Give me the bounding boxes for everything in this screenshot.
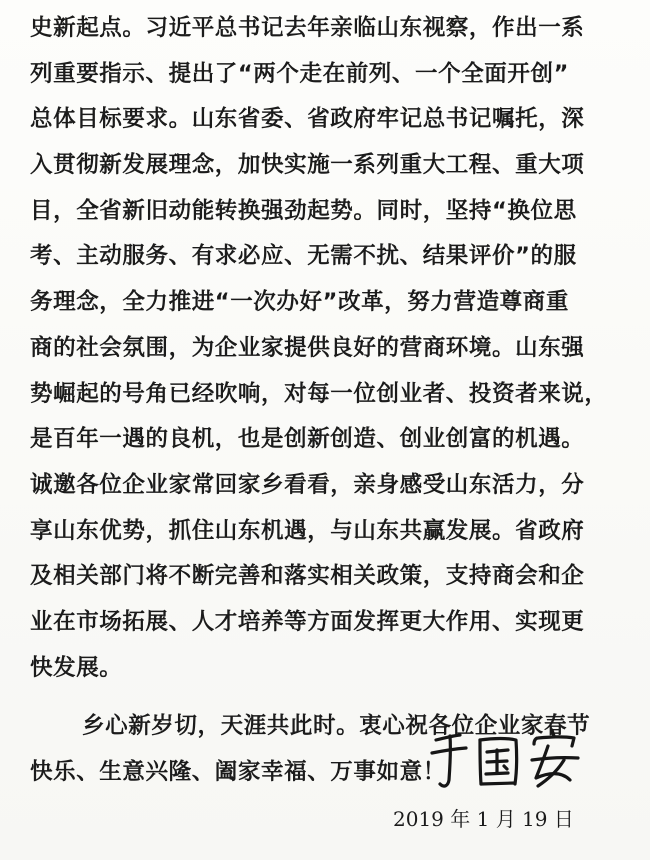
- text-line: 业在市场拓展、人才培养等方面发挥更大作用、实现更: [30, 608, 585, 635]
- text-line: 诚邀各位企业家常回家乡看看，亲身感受山东活力，分: [30, 471, 585, 498]
- text-line: 是百年一遇的良机，也是创新创造、创业创富的机遇。: [30, 426, 585, 453]
- text-line: 快乐、生意兴隆、阖家幸福、万事如意！: [30, 759, 446, 785]
- text-line: 列重要指示、提出了“两个走在前列、一个全面开创”: [30, 60, 569, 87]
- paragraph-1: [30, 6, 630, 691]
- letter-body: [30, 6, 630, 796]
- text-line: 乡心新岁切，天涯共此时。衷心祝各位企业家春节: [82, 713, 591, 740]
- text-line: 入贯彻新发展理念，加快实施一系列重大工程、重大项: [30, 152, 585, 179]
- text-line: 目，全省新旧动能转换强劲起势。同时，坚持“换位思: [30, 197, 577, 224]
- text-line: 商的社会氛围，为企业家提供良好的营商环境。山东强: [30, 334, 585, 361]
- handwritten-signature: [420, 720, 590, 800]
- letter-date: 2019 年 1 月 19 日: [393, 807, 574, 831]
- text-line: 考、主动服务、有求必应、无需不扰、结果评价”的服: [30, 243, 577, 270]
- text-line: 及相关部门将不断完善和落实相关政策，支持商会和企: [30, 563, 585, 590]
- text-line: 势崛起的号角已经吹响，对每一位创业者、投资者来说，: [30, 380, 608, 407]
- text-line: 享山东优势，抓住山东机遇，与山东共赢发展。省政府: [30, 517, 585, 544]
- text-line: 总体目标要求。山东省委、省政府牢记总书记嘱托，深: [30, 106, 585, 133]
- text-line: 务理念，全力推进“一次办好”改革，努力营造尊商重: [30, 289, 569, 316]
- text-line: 快发展。: [30, 654, 123, 681]
- text-line: 史新起点。习近平总书记去年亲临山东视察，作出一系: [30, 15, 585, 41]
